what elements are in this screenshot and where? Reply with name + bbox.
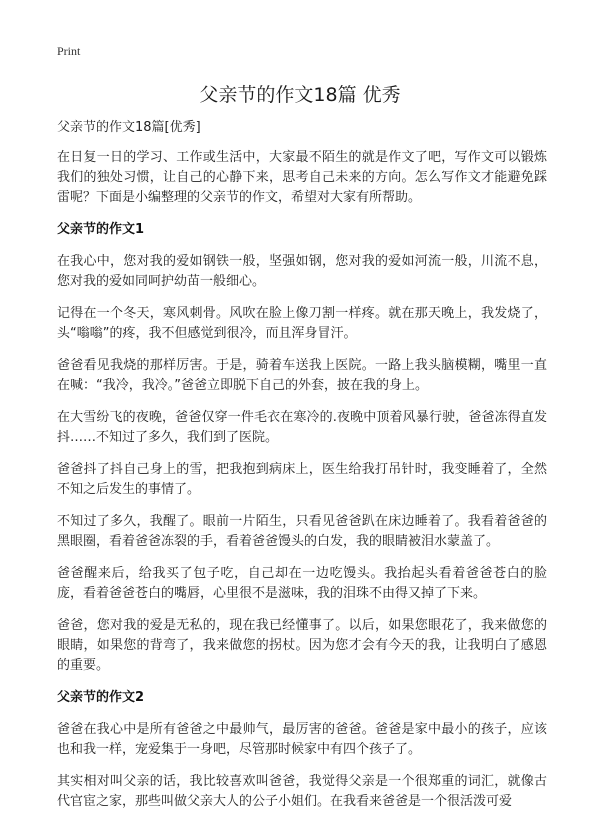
document-subtitle: 父亲节的作文18篇[优秀] <box>57 120 201 135</box>
section-1-paragraph: 不知过了多久，我醒了。眼前一片陌生，只看见爸爸趴在床边睡着了。我看着爸爸的黑眼圈，看着爸爸冻裂的手，看着爸爸馒头的白发，我的眼睛被泪水蒙盖了。 <box>57 514 547 549</box>
intro-paragraph: 在日复一日的学习、工作或生活中，大家最不陌生的就是作文了吧，写作文可以锻炼我们的独处习惯，让自己的心静下来，思考自己未来的方向。怎么写作文才能避免踩雷呢？下面是小编整理的父亲节的作文，希望对大家有所帮助。 <box>57 150 547 205</box>
print-link[interactable]: Print <box>57 44 81 58</box>
section-2-paragraph: 其实相对叫父亲的话，我比较喜欢叫爸爸，我觉得父亲是一个很郑重的词汇，就像古代官宦之家，那些叫做父亲大人的公子小姐们。在我看来爸爸是一个很活泼可爱 <box>57 774 547 809</box>
section-1-paragraph: 在大雪纷飞的夜晚，爸爸仅穿一件毛衣在寒冷的.夜晚中顶着风暴行驶，爸爸冻得直发抖……不知过了多久，我们到了医院。 <box>57 410 547 445</box>
section-2-paragraph: 爸爸在我心中是所有爸爸之中最帅气，最厉害的爸爸。爸爸是家中最小的孩子，应该也和我一样，宠爱集于一身吧，尽管那时候家中有四个孩子了。 <box>57 722 547 757</box>
section-1-paragraph: 在我心中，您对我的爱如钢铁一般，坚强如钢，您对我的爱如河流一般，川流不息，您对我的爱如同呵护幼苗一般细心。 <box>57 254 547 289</box>
section-1-paragraph: 爸爸抖了抖自己身上的雪，把我抱到病床上，医生给我打吊针时，我变睡着了，全然不知之后发生的事情了。 <box>57 462 547 497</box>
section-1-paragraph: 爸爸，您对我的爱是无私的，现在我已经懂事了。以后，如果您眼花了，我来做您的眼睛，如果您的背弯了，我来做您的拐杖。因为您才会有今天的我，让我明白了感恩的重要。 <box>57 618 547 673</box>
document-body <box>57 118 547 824</box>
section-1-paragraph: 记得在一个冬天，寒风刺骨。风吹在脸上像刀割一样疼。就在那天晚上，我发烧了，头“嗡嗡”的疼，我不但感觉到很冷，而且浑身冒汗。 <box>57 306 547 341</box>
document-title: 父亲节的作文18篇 优秀 <box>199 84 401 106</box>
section-1-paragraph: 爸爸醒来后，给我买了包子吃，自己却在一边吃馒头。我抬起头看着爸爸苍白的脸庞，看着爸爸苍白的嘴唇，心里很不是滋味，我的泪珠不由得又掉了下来。 <box>57 566 547 601</box>
section-1-paragraph: 爸爸看见我烧的那样厉害。于是，骑着车送我上医院。一路上我头脑模糊，嘴里一直在喊：“我冷，我冷。”爸爸立即脱下自己的外套，披在我的身上。 <box>57 358 547 393</box>
section-heading-1: 父亲节的作文1 <box>57 222 145 237</box>
section-heading-2: 父亲节的作文2 <box>57 690 145 705</box>
